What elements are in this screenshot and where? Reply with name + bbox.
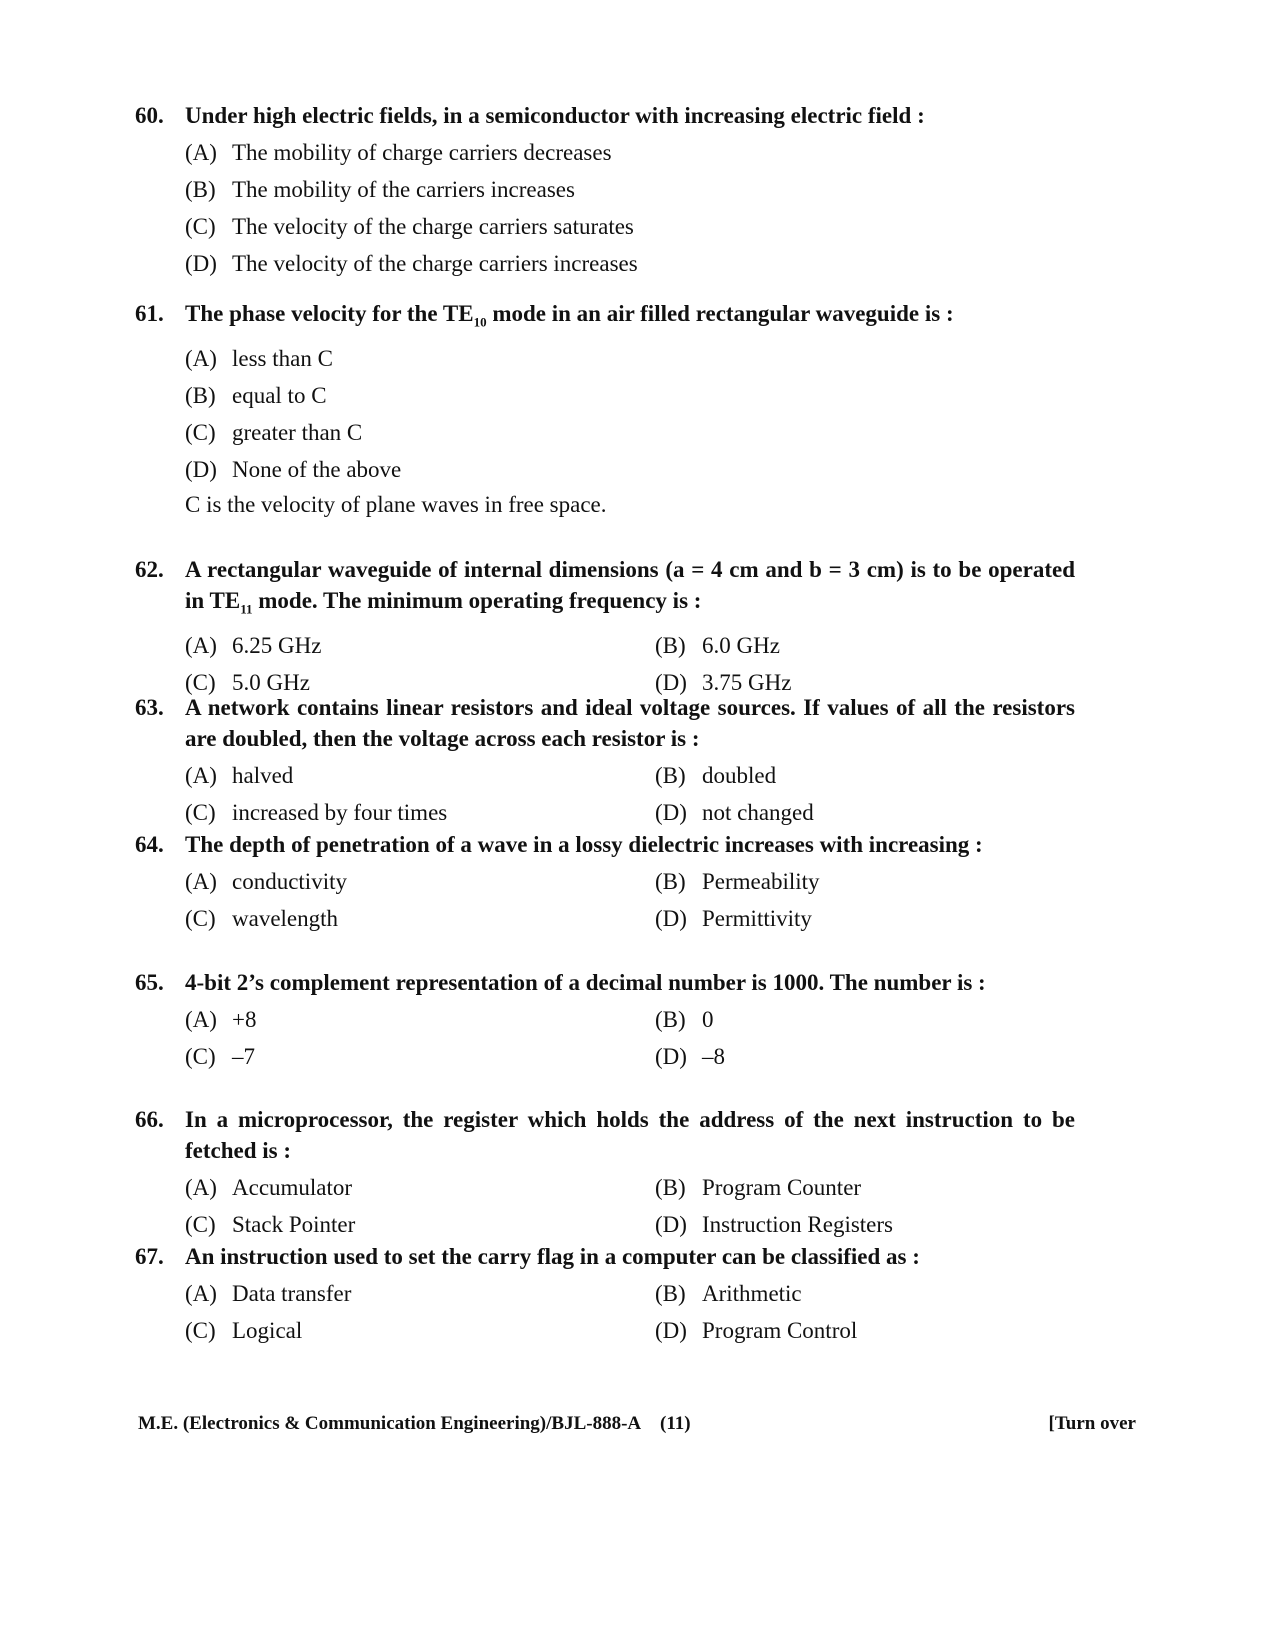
option-a: (A) Data transfer — [185, 1280, 352, 1306]
option-a: (A) less than C — [185, 346, 333, 372]
option-b: (B) 6.0 GHz — [655, 633, 780, 659]
question-62 — [135, 554, 1075, 702]
question-number: 66. — [135, 1107, 164, 1132]
question-65 — [135, 967, 1075, 1075]
question-61 — [135, 298, 1075, 521]
option-a: (A) conductivity — [185, 868, 347, 894]
option-a: (A) The mobility of charge carriers decreases — [185, 139, 612, 165]
option-d: (D) None of the above — [185, 457, 402, 483]
question-number: 67. — [135, 1244, 164, 1269]
option-d: (D) The velocity of the charge carriers increases — [185, 250, 638, 276]
option-b: (B) equal to C — [185, 383, 327, 409]
option-d: (D) –8 — [655, 1043, 725, 1069]
option-d: (D) not changed — [655, 799, 814, 825]
question-text: The phase velocity for the $TE_{10}$ mode in an air filled rectangular waveguide is : — [185, 301, 954, 330]
question-number: 62. — [135, 557, 164, 582]
option-a: (A) 6.25 GHz — [185, 633, 322, 659]
turn-over-note: [Turn over — [1048, 1413, 1136, 1434]
question-text: An instruction used to set the carry flag in a computer can be classified as : — [185, 1244, 920, 1269]
option-d: (D) Program Control — [655, 1317, 858, 1343]
option-c: (C) –7 — [185, 1043, 255, 1069]
option-a: (A) halved — [185, 762, 294, 788]
question-63 — [135, 692, 1075, 831]
option-b: (B) Program Counter — [655, 1174, 862, 1200]
option-c: (C) Logical — [185, 1317, 303, 1343]
question-text: In a microprocessor, the register which holds the address of the next instruction to be fetched is : — [185, 1107, 1075, 1163]
question-text: A network contains linear resistors and ideal voltage sources. If values of all the resistors are doubled, then the voltage across each resistor is : — [185, 695, 1075, 751]
question-text: The depth of penetration of a wave in a lossy dielectric increases with increasing : — [185, 832, 983, 857]
option-b: (B) 0 — [655, 1006, 714, 1032]
option-c: (C) wavelength — [185, 905, 339, 931]
question-number: 60. — [135, 103, 164, 128]
question-note: C is the velocity of plane waves in free space. — [185, 491, 607, 517]
option-d: (D) Permittivity — [655, 905, 812, 931]
option-c: (C) 5.0 GHz — [185, 670, 310, 696]
question-text: A rectangular waveguide of internal dimensions (a = 4 cm and b = 3 cm) is to be operated in $TE_{11}$ mode. The minimum operating frequency is : — [185, 557, 1075, 617]
option-c: (C) greater than C — [185, 420, 363, 446]
question-60 — [135, 100, 1075, 282]
question-67 — [135, 1241, 1075, 1349]
option-b: (B) Arithmetic — [655, 1280, 802, 1306]
option-b: (B) The mobility of the carriers increases — [185, 176, 575, 202]
question-66 — [135, 1104, 1075, 1243]
option-b: (B) doubled — [655, 762, 777, 788]
question-number: 63. — [135, 695, 164, 720]
option-c: (C) Stack Pointer — [185, 1211, 356, 1237]
option-b: (B) Permeability — [655, 868, 820, 894]
option-c: (C) increased by four times — [185, 799, 448, 825]
footer-course-code: M.E. (Electronics & Communication Engineering)/BJL-888-A — [138, 1413, 642, 1434]
option-d: (D) Instruction Registers — [655, 1211, 893, 1237]
question-number: 64. — [135, 832, 164, 857]
option-a: (A) Accumulator — [185, 1174, 353, 1200]
question-number: 65. — [135, 970, 164, 995]
question-text: Under high electric fields, in a semiconductor with increasing electric field : — [185, 103, 925, 128]
option-d: (D) 3.75 GHz — [655, 670, 792, 696]
question-64 — [135, 829, 1075, 937]
question-text: 4-bit 2’s complement representation of a decimal number is 1000. The number is : — [185, 970, 986, 995]
option-c: (C) The velocity of the charge carriers saturates — [185, 213, 634, 239]
page-number: (11) — [660, 1413, 691, 1434]
question-number: 61. — [135, 301, 164, 326]
option-a: (A) +8 — [185, 1006, 257, 1032]
